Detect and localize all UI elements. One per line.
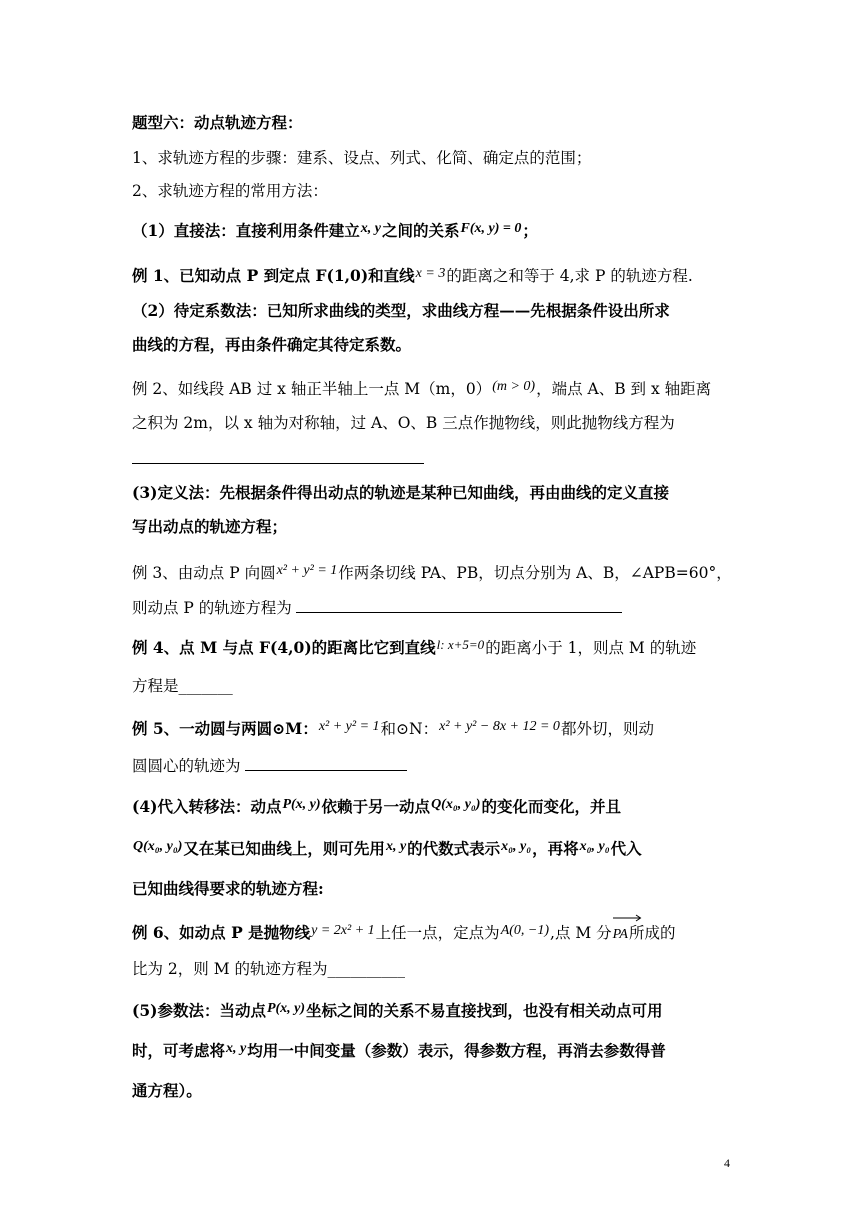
text: 上任一点，定点为 xyxy=(375,924,500,942)
page-number: 4 xyxy=(724,1156,730,1170)
text: 都外切，则动 xyxy=(560,720,654,738)
formula: x = 3 xyxy=(415,266,446,281)
answer-blank-2 xyxy=(132,448,732,470)
formula: x₀, y₀ xyxy=(579,839,610,854)
text: 又在某已知曲线上，则可先用 xyxy=(183,839,385,858)
text: 的距离小于 1，则点 M 的轨迹 xyxy=(485,639,697,657)
text: 的代数式表示 xyxy=(407,839,501,858)
text: 和⊙N： xyxy=(380,720,439,738)
formula: x² + y² = 1 xyxy=(318,719,380,734)
text: 代入 xyxy=(610,839,642,858)
formula: P(x, y) xyxy=(266,1001,306,1016)
vector-pa xyxy=(612,922,629,946)
text: ，再将 xyxy=(532,839,579,858)
formula: x, y xyxy=(360,221,382,236)
example-4-cont: 方程是_______ xyxy=(132,677,233,695)
text: 例 2、如线段 AB 过 x 轴正半轴上一点 M（m，0） xyxy=(132,380,492,398)
formula: x² + y² − 8x + 12 = 0 xyxy=(439,719,560,734)
text: (5)参数法：当动点 xyxy=(132,1001,266,1020)
method-undetermined: （2）待定系数法：已知所求曲线的类型，求曲线方程——先根据条件设出所求 xyxy=(132,301,670,320)
text: 均用一中间变量（参数）表示，得参数方程，再消去参数得普 xyxy=(247,1041,666,1060)
formula: Q(x₀, y₀) xyxy=(431,797,481,812)
text: 例 3、由动点 P 向圆 xyxy=(132,564,276,582)
text: 例 1、已知动点 P 到定点 F(1,0)和直线 xyxy=(132,266,415,285)
formula: x, y xyxy=(385,839,407,854)
text: ； xyxy=(522,221,538,240)
formula: P(x, y) xyxy=(282,797,321,812)
formula: x, y xyxy=(226,1041,247,1056)
method-substitution-cont xyxy=(132,838,732,862)
text: (4)代入转移法：动点 xyxy=(132,797,282,816)
formula: x₀, y₀ xyxy=(501,839,532,854)
text: 作两条切线 PA、PB，切点分别为 A、B，∠APB=60°， xyxy=(338,564,732,582)
method-parameter-cont2: 通方程）。 xyxy=(132,1081,202,1100)
answer-blank xyxy=(296,598,622,613)
text: 所成的 xyxy=(628,924,676,942)
formula: y = 2x² + 1 xyxy=(311,923,375,938)
text: 时，可考虑将 xyxy=(132,1041,226,1060)
text: 的变化而变化，并且 xyxy=(481,797,621,816)
text: 依赖于另一动点 xyxy=(321,797,431,816)
answer-blank xyxy=(245,756,407,771)
text: 例 4、点 M 与点 F(4,0)的距离比它到直线 xyxy=(132,638,436,657)
text: 之间的关系 xyxy=(382,221,460,240)
method-direct xyxy=(132,220,732,244)
example-5 xyxy=(132,718,732,742)
formula: Q(x₀, y₀) xyxy=(133,839,183,854)
section-title: 题型六：动点轨迹方程： xyxy=(132,113,303,132)
text: （1）直接法：直接利用条件建立 xyxy=(132,221,360,240)
example-2-cont: 之积为 2m，以 x 轴为对称轴，过 A、O、B 三点作抛物线，则此抛物线方程为 xyxy=(132,414,675,432)
example-6-cont: 比为 2，则 M 的轨迹方程为__________ xyxy=(132,960,406,978)
example-6 xyxy=(132,922,732,946)
example-5-cont xyxy=(132,755,732,777)
example-3-cont xyxy=(132,597,732,619)
formula: F(x, y) = 0 xyxy=(460,221,522,236)
example-2 xyxy=(132,378,732,402)
text-steps: 1、求轨迹方程的步骤：建系、设点、列式、化简、确定点的范围； xyxy=(132,149,592,167)
method-substitution xyxy=(132,796,732,820)
text: ,点 M 分 xyxy=(550,924,612,942)
formula: PA xyxy=(612,927,628,942)
example-1 xyxy=(132,265,732,289)
example-3 xyxy=(132,562,732,586)
text: 坐标之间的关系不易直接找到，也没有相关动点可用 xyxy=(306,1001,663,1020)
text-methods: 2、求轨迹方程的常用方法： xyxy=(132,182,328,200)
text: 则动点 P 的轨迹方程为 xyxy=(132,599,292,617)
text: ，端点 A、B 到 x 轴距离 xyxy=(536,380,712,398)
method-parameter xyxy=(132,1000,732,1024)
example-4 xyxy=(132,637,732,660)
text: 例 6、如动点 P 是抛物线 xyxy=(132,923,311,942)
method-parameter-cont xyxy=(132,1040,732,1064)
method-substitution-cont2: 已知曲线得要求的轨迹方程: xyxy=(132,879,324,898)
method-definition: (3)定义法：先根据条件得出动点的轨迹是某种已知曲线，再由曲线的定义直接 xyxy=(132,483,669,502)
formula: x² + y² = 1 xyxy=(276,563,338,578)
text: 圆圆心的轨迹为 xyxy=(132,757,241,775)
formula: A(0, −1) xyxy=(500,923,550,938)
answer-blank xyxy=(132,449,424,464)
method-definition-cont: 写出动点的轨迹方程； xyxy=(132,517,288,536)
vector-arrow-icon xyxy=(612,914,642,922)
text: 例 5、一动圆与两圆⊙M： xyxy=(132,719,318,738)
text: 的距离之和等于 4,求 P 的轨迹方程. xyxy=(446,267,693,285)
method-undetermined-cont: 曲线的方程，再由条件确定其待定系数。 xyxy=(132,335,412,354)
formula: (m > 0) xyxy=(492,379,536,394)
formula: l: x+5=0 xyxy=(436,637,485,652)
